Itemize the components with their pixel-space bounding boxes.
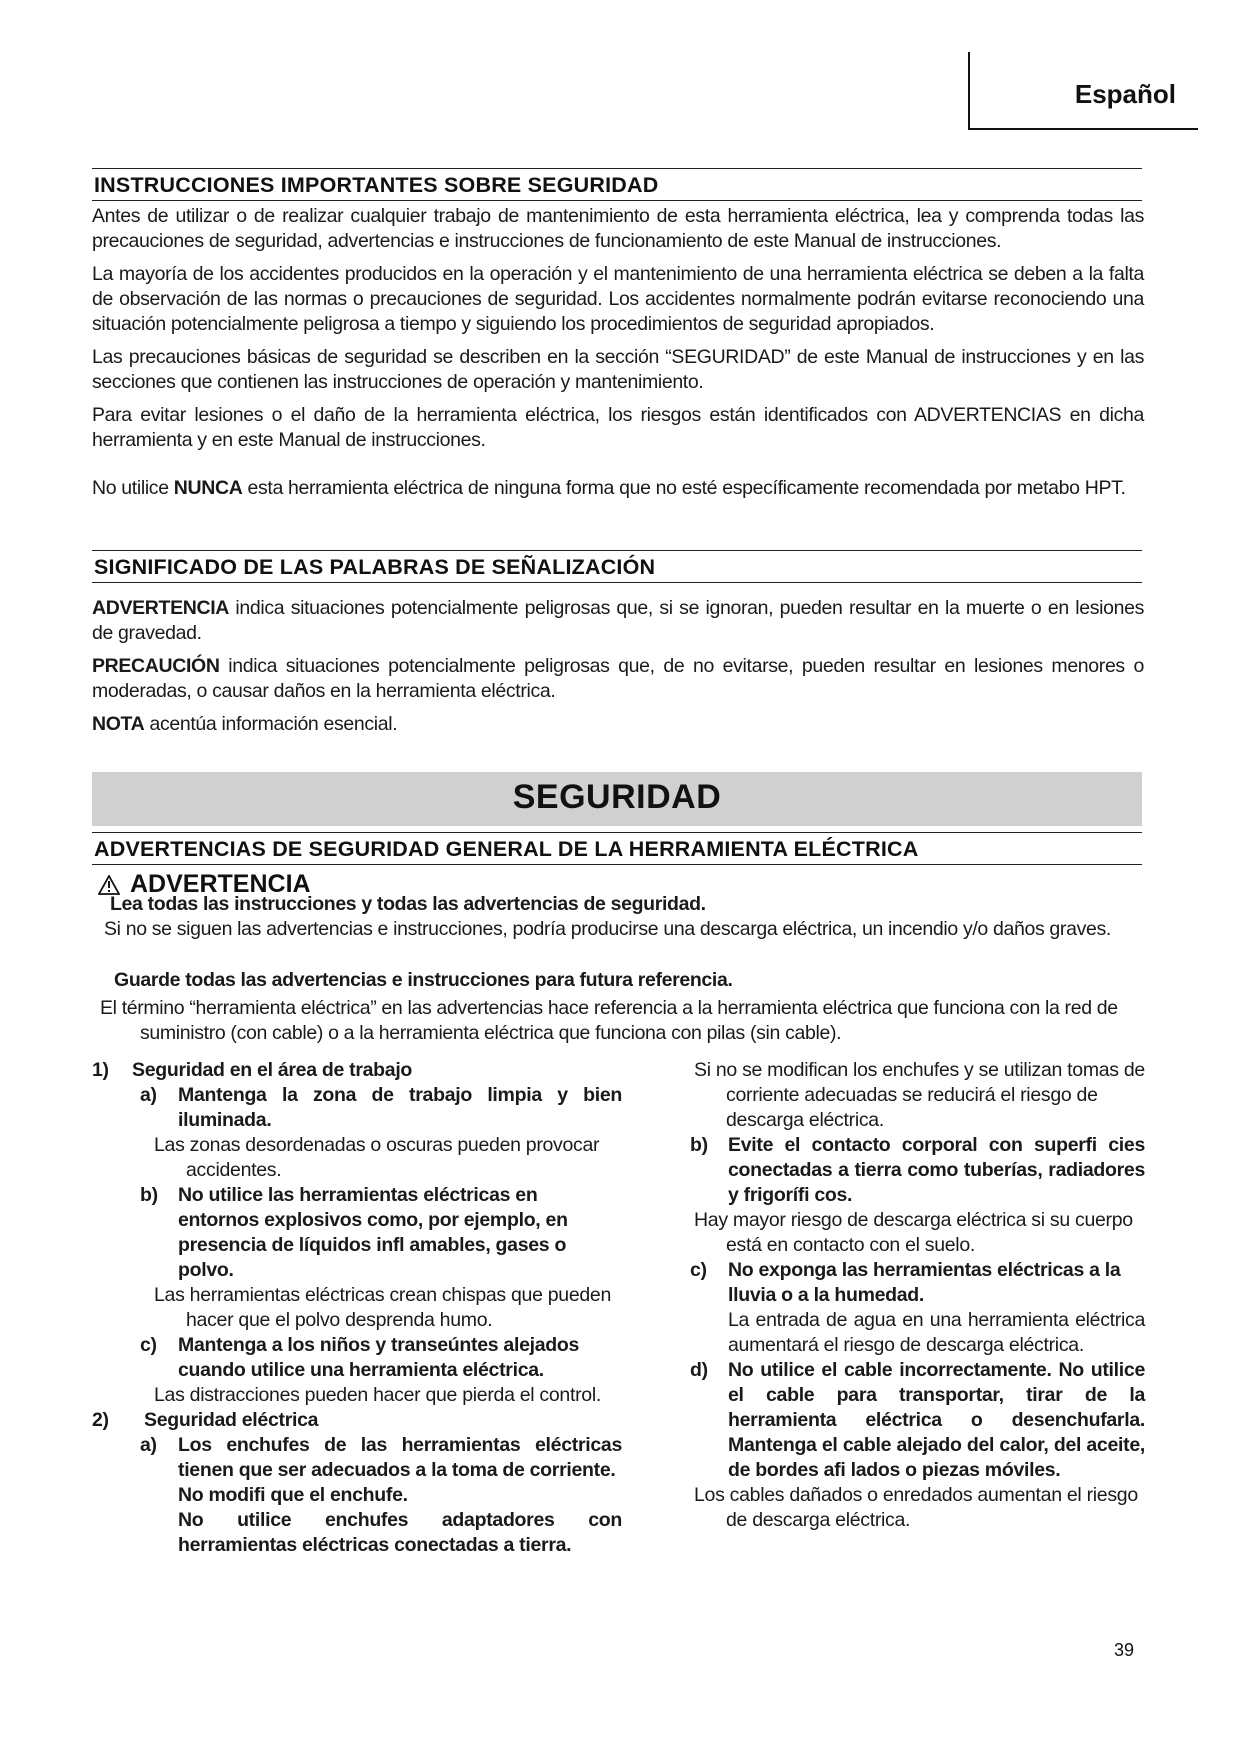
section-heading-instrucciones: INSTRUCCIONES IMPORTANTES SOBRE SEGURIDAD bbox=[92, 168, 1142, 201]
list-number: 2) bbox=[92, 1409, 109, 1431]
sub-label: a) bbox=[140, 1084, 157, 1106]
list-title: Seguridad eléctrica bbox=[144, 1409, 319, 1431]
list-item bbox=[690, 1133, 1145, 1208]
read-all-instruction: Lea todas las instrucciones y todas las advertencias de seguridad. bbox=[110, 893, 706, 915]
term-definition: El término “herramienta eléctrica” en las advertencias hace referencia a la herramienta eléctrica que funciona con la red de suministro (con cable) o a la herramienta eléctrica que funciona con pilas (sin cable). bbox=[100, 997, 1118, 1044]
list-item bbox=[92, 1408, 622, 1433]
sub-content bbox=[178, 1433, 622, 1558]
paragraph: La mayoría de los accidentes producidos en la operación y el mantenimiento de una herramienta eléctrica se deben a la falta de observación de las normas o precauciones de seguridad. Los accidentes normalmente podrán evitarse reconociendo una situación potencialmente peligrosa a tiempo y siguiendo los procedimientos de seguridad apropiados. bbox=[92, 263, 1144, 335]
emphasis: NUNCA bbox=[173, 477, 243, 499]
sub-label: c) bbox=[140, 1334, 157, 1356]
list-number: 1) bbox=[92, 1059, 109, 1081]
seguridad-banner bbox=[92, 772, 1142, 826]
list-title: Seguridad en el área de trabajo bbox=[132, 1059, 413, 1081]
sub-line: No utilice enchufes adaptadores con herramientas eléctricas conectadas a tierra. bbox=[178, 1509, 622, 1556]
note-text: Las zonas desordenadas o oscuras pueden provocar accidentes. bbox=[154, 1134, 600, 1181]
section-heading-significado: SIGNIFICADO DE LAS PALABRAS DE SEÑALIZACIÓN bbox=[92, 550, 1142, 583]
note-text: Las herramientas eléctricas crean chispas que pueden hacer que el polvo desprenda humo. bbox=[154, 1284, 612, 1331]
sub-title: Mantenga a los niños y transeúntes alejados cuando utilice una herramienta eléctrica. bbox=[178, 1334, 580, 1381]
term: NOTA bbox=[92, 713, 145, 735]
sub-label: d) bbox=[690, 1359, 708, 1381]
language-label: Español bbox=[1074, 79, 1176, 109]
sub-title: Evite el contacto corporal con superfi cies conectadas a tierra como tuberías, radiadores y frigorífi cos. bbox=[728, 1134, 1145, 1206]
note-text: La entrada de agua en una herramienta eléctrica aumentará el riesgo de descarga eléctrica. bbox=[728, 1309, 1145, 1356]
section-heading-advertencias: ADVERTENCIAS DE SEGURIDAD GENERAL DE LA HERRAMIENTA ELÉCTRICA bbox=[92, 832, 1142, 865]
sub-title: No utilice las herramientas eléctricas en entornos explosivos como, por ejemplo, en presencia de líquidos infl amables, gases o polvo. bbox=[178, 1184, 568, 1281]
note-text: Si no se modifican los enchufes y se utilizan tomas de corriente adecuadas se reducirá el riesgo de descarga eléctrica. bbox=[694, 1059, 1145, 1131]
list-item bbox=[690, 1358, 1145, 1483]
note-text: Hay mayor riesgo de descarga eléctrica si su cuerpo está en contacto con el suelo. bbox=[694, 1209, 1133, 1256]
consequence-text: Si no se siguen las advertencias e instrucciones, podría producirse una descarga eléctrica, un incendio y/o daños graves. bbox=[104, 918, 1111, 940]
warning-label: ADVERTENCIA bbox=[130, 870, 311, 898]
note-text: Los cables dañados o enredados aumentan el riesgo de descarga eléctrica. bbox=[694, 1484, 1138, 1531]
text: No utilice bbox=[92, 477, 174, 499]
page-number: 39 bbox=[1114, 1640, 1135, 1660]
sub-title: No utilice el cable incorrectamente. No utilice el cable para transportar, tirar de la herramienta eléctrica o desenchufarla. Mantenga el cable alejado del calor, del aceite, de bordes afi lados o piezas móviles. bbox=[728, 1359, 1145, 1481]
definition: indica situaciones potencialmente peligrosas que, de no evitarse, pueden resultar en lesiones menores o moderadas, o causar daños en la herramienta eléctrica. bbox=[92, 655, 1144, 702]
note-text: Las distracciones pueden hacer que pierda el control. bbox=[154, 1384, 601, 1406]
sub-title: Mantenga la zona de trabajo limpia y bien iluminada. bbox=[178, 1084, 622, 1131]
keep-instruction: Guarde todas las advertencias e instrucciones para futura referencia. bbox=[114, 969, 733, 991]
sub-label: a) bbox=[140, 1434, 157, 1456]
paragraph-nunca bbox=[92, 476, 1144, 501]
paragraph: Las precauciones básicas de seguridad se describen en la sección “SEGURIDAD” de este Manual de instrucciones y en las secciones que contienen las instrucciones de operación y mantenimiento. bbox=[92, 346, 1144, 393]
text: esta herramienta eléctrica de ninguna forma que no esté específicamente recomendada por metabo HPT. bbox=[242, 477, 1126, 499]
definition-nota bbox=[92, 712, 1144, 737]
paragraph: Para evitar lesiones o el daño de la herramienta eléctrica, los riesgos están identificados con ADVERTENCIAS en dicha herramienta y en este Manual de instrucciones. bbox=[92, 404, 1144, 451]
left-column bbox=[92, 1058, 622, 1558]
sub-label: b) bbox=[690, 1134, 708, 1156]
language-tab bbox=[968, 52, 1198, 130]
right-column bbox=[690, 1058, 1145, 1533]
definition-advertencia bbox=[92, 596, 1144, 646]
definition-precaucion bbox=[92, 654, 1144, 704]
list-item bbox=[92, 1183, 622, 1283]
list-item bbox=[92, 1433, 622, 1558]
list-item bbox=[92, 1333, 622, 1383]
sub-label: b) bbox=[140, 1184, 158, 1206]
paragraph: Antes de utilizar o de realizar cualquier trabajo de mantenimiento de esta herramienta eléctrica, lea y comprenda todas las precauciones de seguridad, advertencias e instrucciones de funcionamiento de este Manual de instrucciones. bbox=[92, 205, 1144, 252]
sub-line: No modifi que el enchufe. bbox=[178, 1484, 408, 1506]
sub-title: No exponga las herramientas eléctricas a la lluvia o a la humedad. bbox=[728, 1259, 1121, 1306]
definition: indica situaciones potencialmente peligrosas que, si se ignoran, pueden resultar en la muerte o en lesiones de gravedad. bbox=[92, 597, 1144, 644]
term: ADVERTENCIA bbox=[92, 597, 229, 619]
banner-title: SEGURIDAD bbox=[512, 778, 722, 816]
sub-label: c) bbox=[690, 1259, 707, 1281]
definition: acentúa información esencial. bbox=[144, 713, 398, 735]
term: PRECAUCIÓN bbox=[92, 655, 220, 677]
list-item bbox=[690, 1258, 1145, 1308]
sub-title: Los enchufes de las herramientas eléctricas tienen que ser adecuados a la toma de corriente. bbox=[178, 1434, 622, 1481]
list-item bbox=[92, 1058, 622, 1083]
list-item bbox=[92, 1083, 622, 1133]
